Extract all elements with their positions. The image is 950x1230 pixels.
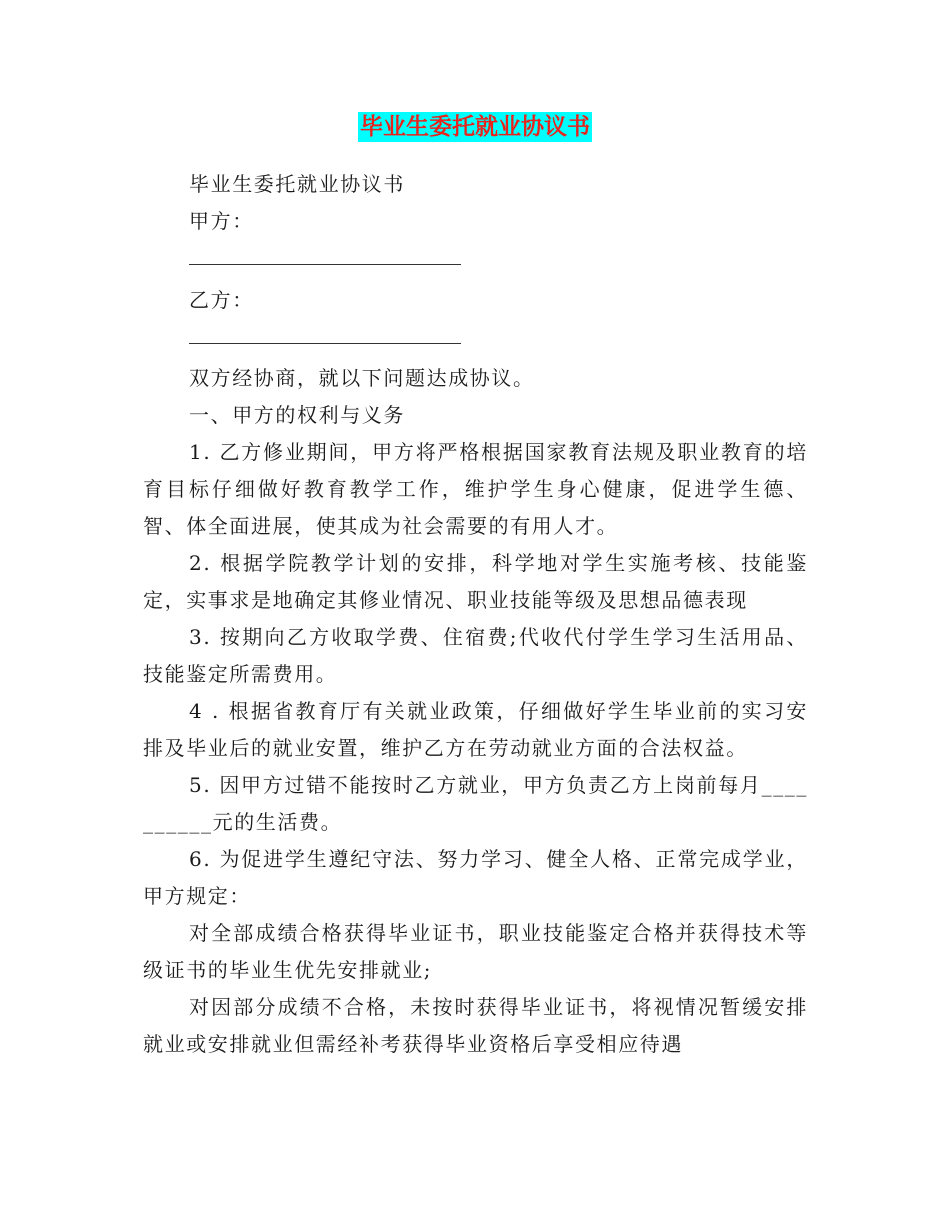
item-6: 6. 为促进学生遵纪守法、努力学习、健全人格、正常完成学业，甲方规定： bbox=[143, 847, 808, 908]
item-1: 1. 乙方修业期间，甲方将严格根据国家教育法规及职业教育的培育目标仔细做好教育教学工作，维护学生身心健康，促进学生德、智、体全面进展，使其成为社会需要的有用人才。 bbox=[143, 440, 808, 538]
intro-text: 双方经协商，就以下问题达成协议。 bbox=[189, 366, 535, 390]
heading-repeat: 毕业生委托就业协议书 bbox=[189, 172, 405, 196]
document-body bbox=[143, 166, 808, 1063]
item-5-text: 5. 因甲方过错不能按时乙方就业，甲方负责乙方上岗前每月 bbox=[189, 773, 762, 797]
party-b-underline bbox=[189, 343, 461, 344]
item-5 bbox=[143, 767, 808, 841]
item-5-blank-b: ____ bbox=[166, 810, 213, 834]
item-5-blank-a: ______ bbox=[143, 773, 808, 834]
item-5-tail: 元的生活费。 bbox=[212, 810, 343, 834]
party-b-label: 乙方： bbox=[189, 288, 254, 312]
party-a-blank bbox=[143, 240, 808, 277]
rule-1: 对全部成绩合格获得毕业证书，职业技能鉴定合格并获得技术等级证书的毕业生优先安排就业; bbox=[143, 921, 808, 982]
rule-2: 对因部分成绩不合格，未按时获得毕业证书，将视情况暂缓安排就业或安排就业但需经补考获得毕业资格后享受相应待遇 bbox=[143, 995, 808, 1056]
party-b-blank bbox=[143, 319, 808, 356]
party-a-underline bbox=[189, 264, 461, 265]
party-a-label: 甲方： bbox=[189, 209, 254, 233]
item-3: 3. 按期向乙方收取学费、住宿费;代收代付学生学习生活用品、技能鉴定所需费用。 bbox=[143, 625, 808, 686]
item-4: 4 . 根据省教育厅有关就业政策，仔细做好学生毕业前的实习安排及毕业后的就业安置，维护乙方在劳动就业方面的合法权益。 bbox=[143, 699, 808, 760]
document-title: 毕业生委托就业协议书 bbox=[360, 114, 590, 140]
title-container bbox=[0, 112, 950, 142]
section-1-heading: 一、甲方的权利与义务 bbox=[189, 403, 405, 427]
item-2: 2. 根据学院教学计划的安排，科学地对学生实施考核、技能鉴定，实事求是地确定其修业情况、职业技能等级及思想品德表现 bbox=[143, 551, 808, 612]
